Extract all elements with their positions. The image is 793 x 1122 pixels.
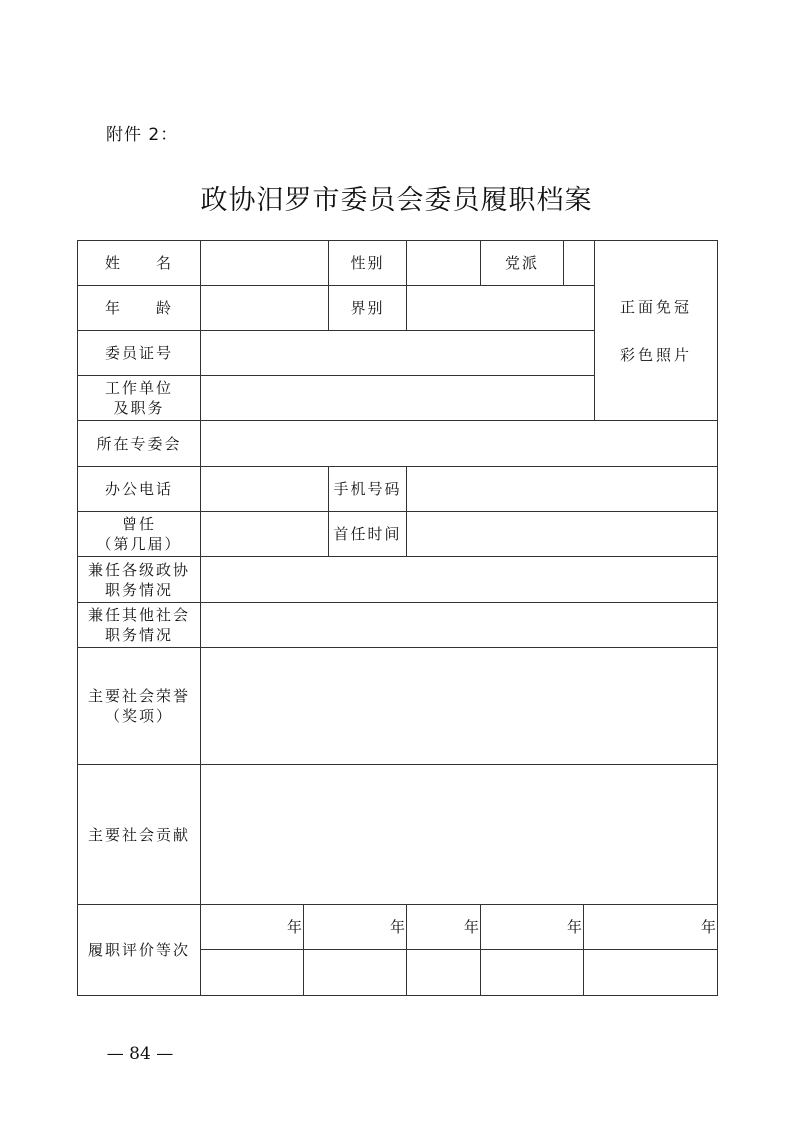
honors-label: 主要社会荣誉 （奖项） (78, 648, 201, 765)
age-field[interactable] (201, 286, 329, 331)
contribution-field[interactable] (201, 765, 718, 905)
cppcc-posts-field[interactable] (201, 557, 718, 603)
workplace-label: 工作单位 及职务 (78, 376, 201, 421)
first-term-field[interactable] (407, 512, 718, 557)
gender-field[interactable] (407, 241, 481, 286)
evaluation-grade-2[interactable] (304, 950, 407, 996)
evaluation-year-1[interactable]: 年 (201, 905, 304, 950)
former-term-label: 曾任 （第几届） (78, 512, 201, 557)
first-term-label: 首任时间 (329, 512, 407, 557)
party-field[interactable] (564, 241, 595, 286)
mobile-field[interactable] (407, 467, 718, 512)
former-term-field[interactable] (201, 512, 329, 557)
evaluation-year-3[interactable]: 年 (407, 905, 481, 950)
party-label: 党派 (481, 241, 564, 286)
member-id-field[interactable] (201, 331, 595, 376)
evaluation-year-4[interactable]: 年 (481, 905, 584, 950)
photo-caption-line2: 彩色照片 (620, 345, 693, 364)
committee-label: 所在专委会 (78, 421, 201, 467)
gender-label: 性别 (329, 241, 407, 286)
cppcc-posts-label: 兼任各级政协 职务情况 (78, 557, 201, 603)
social-posts-field[interactable] (201, 603, 718, 648)
member-record-form (77, 240, 718, 996)
sector-label: 界别 (329, 286, 407, 331)
committee-field[interactable] (201, 421, 718, 467)
name-field[interactable] (201, 241, 329, 286)
photo-caption-line1: 正面免冠 (620, 297, 693, 316)
workplace-field[interactable] (201, 376, 595, 421)
evaluation-grade-5[interactable] (584, 950, 718, 996)
evaluation-grade-1[interactable] (201, 950, 304, 996)
evaluation-year-5[interactable]: 年 (584, 905, 718, 950)
page-number: — 84 — (106, 1044, 174, 1064)
evaluation-year-2[interactable]: 年 (304, 905, 407, 950)
contribution-label: 主要社会贡献 (78, 765, 201, 905)
social-posts-label: 兼任其他社会 职务情况 (78, 603, 201, 648)
honors-field[interactable] (201, 648, 718, 765)
mobile-label: 手机号码 (329, 467, 407, 512)
age-label: 年 龄 (78, 286, 201, 331)
page-title: 政协汨罗市委员会委员履职档案 (200, 185, 593, 216)
evaluation-label: 履职评价等次 (78, 905, 201, 996)
attachment-label: 附件 2： (106, 125, 179, 145)
evaluation-grade-4[interactable] (481, 950, 584, 996)
photo-box (595, 241, 718, 421)
evaluation-grade-3[interactable] (407, 950, 481, 996)
member-id-label: 委员证号 (78, 331, 201, 376)
office-phone-field[interactable] (201, 467, 329, 512)
office-phone-label: 办公电话 (78, 467, 201, 512)
sector-field[interactable] (407, 286, 595, 331)
name-label: 姓 名 (78, 241, 201, 286)
